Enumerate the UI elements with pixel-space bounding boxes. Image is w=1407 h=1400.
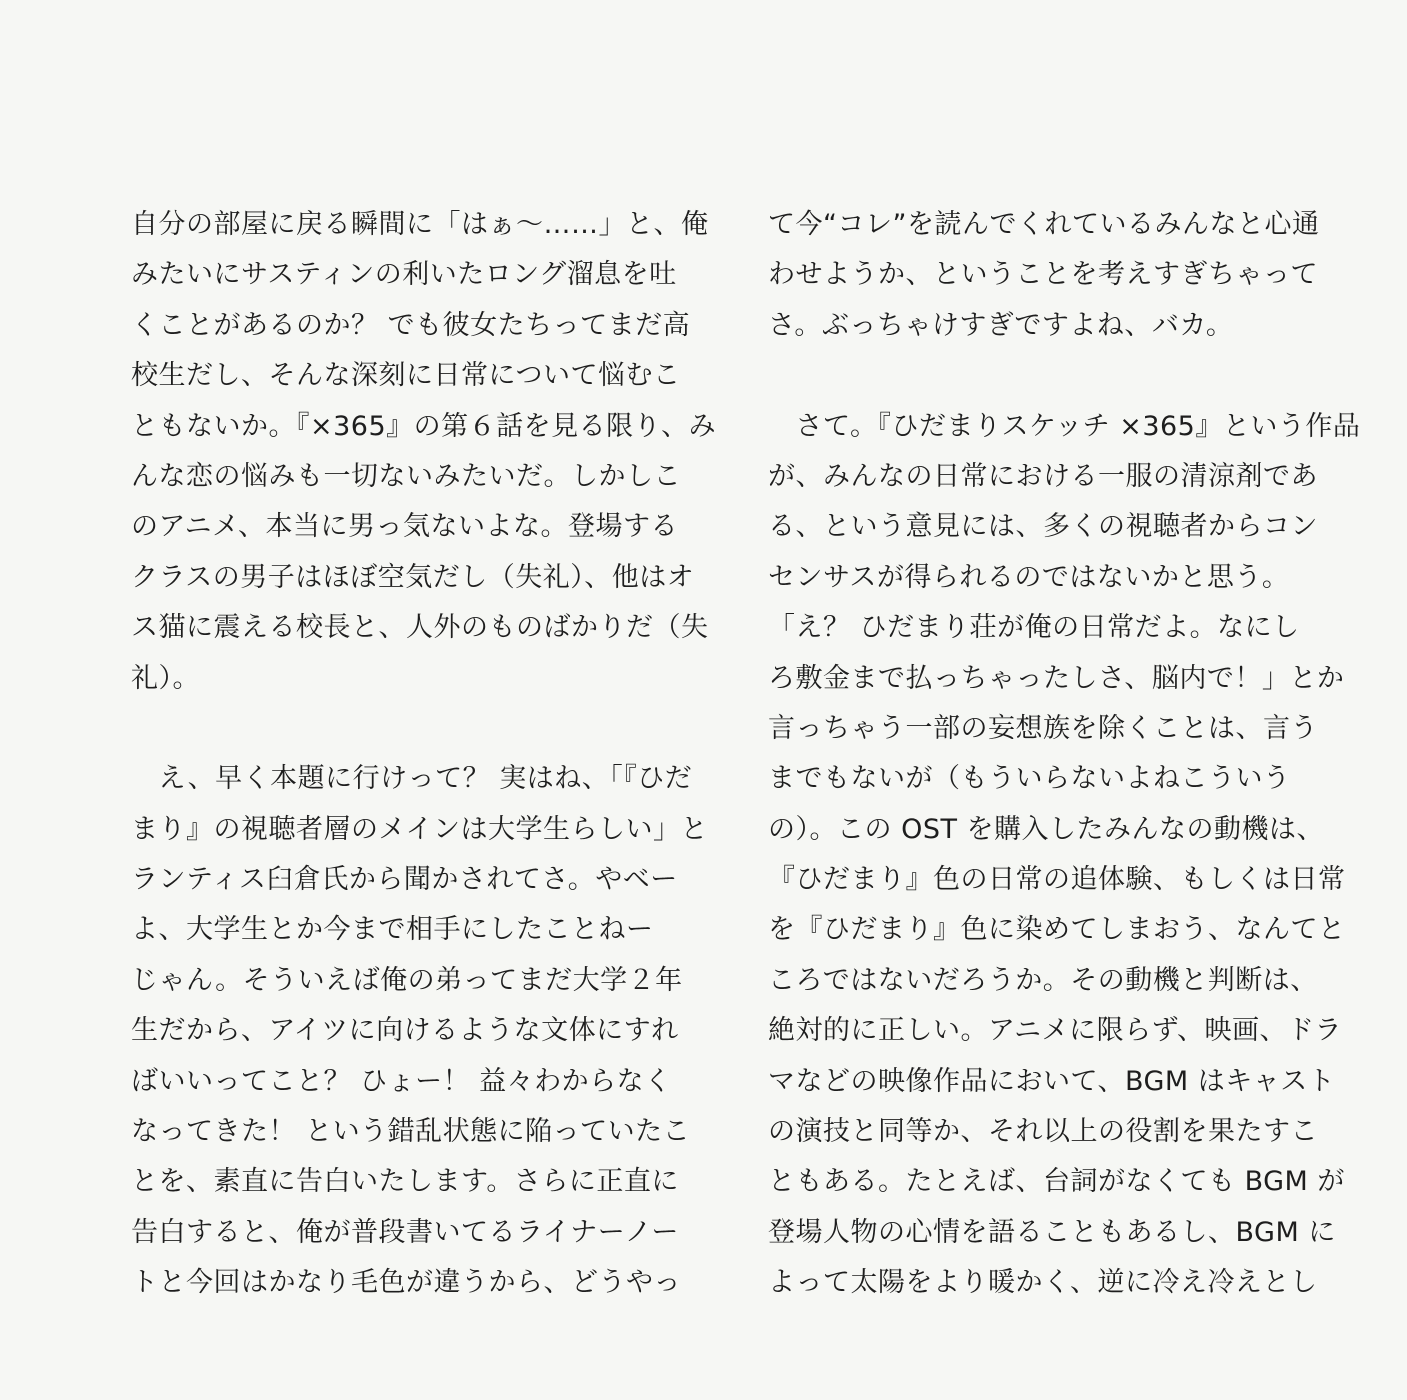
text-line: センサスが得られるのではないかと思う。	[768, 561, 1290, 593]
text-line: んな恋の悩みも一切ないみたいだ。しかしこ	[131, 460, 681, 492]
text-line: ス猫に震える校長と、人外のものばかりだ（失	[131, 612, 709, 644]
right-text-column	[768, 200, 1361, 1309]
text-line: 生だから、アイツに向けるような文体にすれ	[131, 1015, 679, 1047]
text-line: え、早く本題に行けって？ 実はね、「『ひだ	[131, 763, 693, 795]
text-line: 礼）。	[131, 662, 200, 694]
text-line: を『ひだまり』色に染めてしまおう、なんてと	[768, 914, 1346, 946]
text-line: のアニメ、本当に男っ気ないよな。登場する	[131, 511, 679, 543]
paragraph-break	[768, 351, 1320, 401]
text-line: が、みんなの日常における一服の清涼剤であ	[768, 460, 1318, 492]
text-line: なってきた！ という錯乱状態に陥っていたこ	[131, 1116, 691, 1148]
text-line: 『ひだまり』色の日常の追体験、もしくは日常	[768, 864, 1346, 896]
text-line: クラスの男子はほぼ空気だし（失礼）、他はオ	[131, 561, 695, 593]
text-line: よって太陽をより暖かく、逆に冷え冷えとし	[768, 1267, 1318, 1299]
text-line: みたいにサスティンの利いたロング溜息を吐	[131, 259, 677, 291]
text-line: ランティス臼倉氏から聞かされてさ。やベー	[131, 864, 678, 896]
text-line: て今“コレ”を読んでくれているみんなと心通	[768, 209, 1320, 240]
text-line: る、という意見には、多くの視聴者からコン	[768, 511, 1318, 543]
left-text-column	[131, 200, 717, 1309]
text-line: ともないか。『×365』の第６話を見る限り、み	[131, 410, 717, 442]
text-line: までもないが（もういらないよねこういう	[768, 763, 1291, 795]
text-line: さて。『ひだまりスケッチ ×365』という作品	[768, 410, 1361, 442]
text-line: 告白すると、俺が普段書いてるライナーノー	[131, 1216, 679, 1248]
text-line: ころではないだろうか。その動機と判断は、	[768, 964, 1318, 996]
text-line: じゃん。そういえば俺の弟ってまだ大学２年	[131, 964, 683, 996]
text-line: トと今回はかなり毛色が違うから、どうやっ	[131, 1267, 681, 1299]
text-line: 絶対的に正しい。アニメに限らず、映画、ドラ	[768, 1015, 1342, 1047]
text-line: とを、素直に告白いたします。さらに正直に	[131, 1166, 679, 1198]
paragraph-break	[131, 704, 683, 754]
text-line: くことがあるのか？ でも彼女たちってまだ高	[131, 309, 691, 341]
text-line: わせようか、ということを考えすぎちゃって	[768, 259, 1318, 291]
text-line: の）。この OST を購入したみんなの動機は、	[768, 813, 1325, 845]
text-line: ともある。たとえば、台詞がなくても BGM が	[768, 1166, 1345, 1198]
text-line: ばいいってこと？ ひょー！ 益々わからなく	[131, 1065, 672, 1097]
text-line: マなどの映像作品において、BGM はキャスト	[768, 1065, 1336, 1097]
text-line: 「え？ ひだまり荘が俺の日常だよ。なにし	[768, 612, 1300, 644]
text-line: まり』の視聴者層のメインは大学生らしい」と	[131, 813, 708, 845]
text-line: 校生だし、そんな深刻に日常について悩むこ	[131, 360, 681, 392]
text-line: さ。ぶっちゃけすぎですよね、バカ。	[768, 309, 1234, 341]
text-line: 登場人物の心情を語ることもあるし、BGM に	[768, 1216, 1336, 1248]
text-line: の演技と同等か、それ以上の役割を果たすこ	[768, 1116, 1318, 1148]
text-line: よ、大学生とか今まで相手にしたことねー	[131, 914, 654, 946]
text-line: 言っちゃう一部の妄想族を除くことは、言う	[768, 712, 1318, 744]
text-line: 自分の部屋に戻る瞬間に「はぁ〜……」と、俺	[131, 209, 709, 240]
text-line: ろ敷金まで払っちゃったしさ、脳内で！」とか	[768, 662, 1345, 694]
